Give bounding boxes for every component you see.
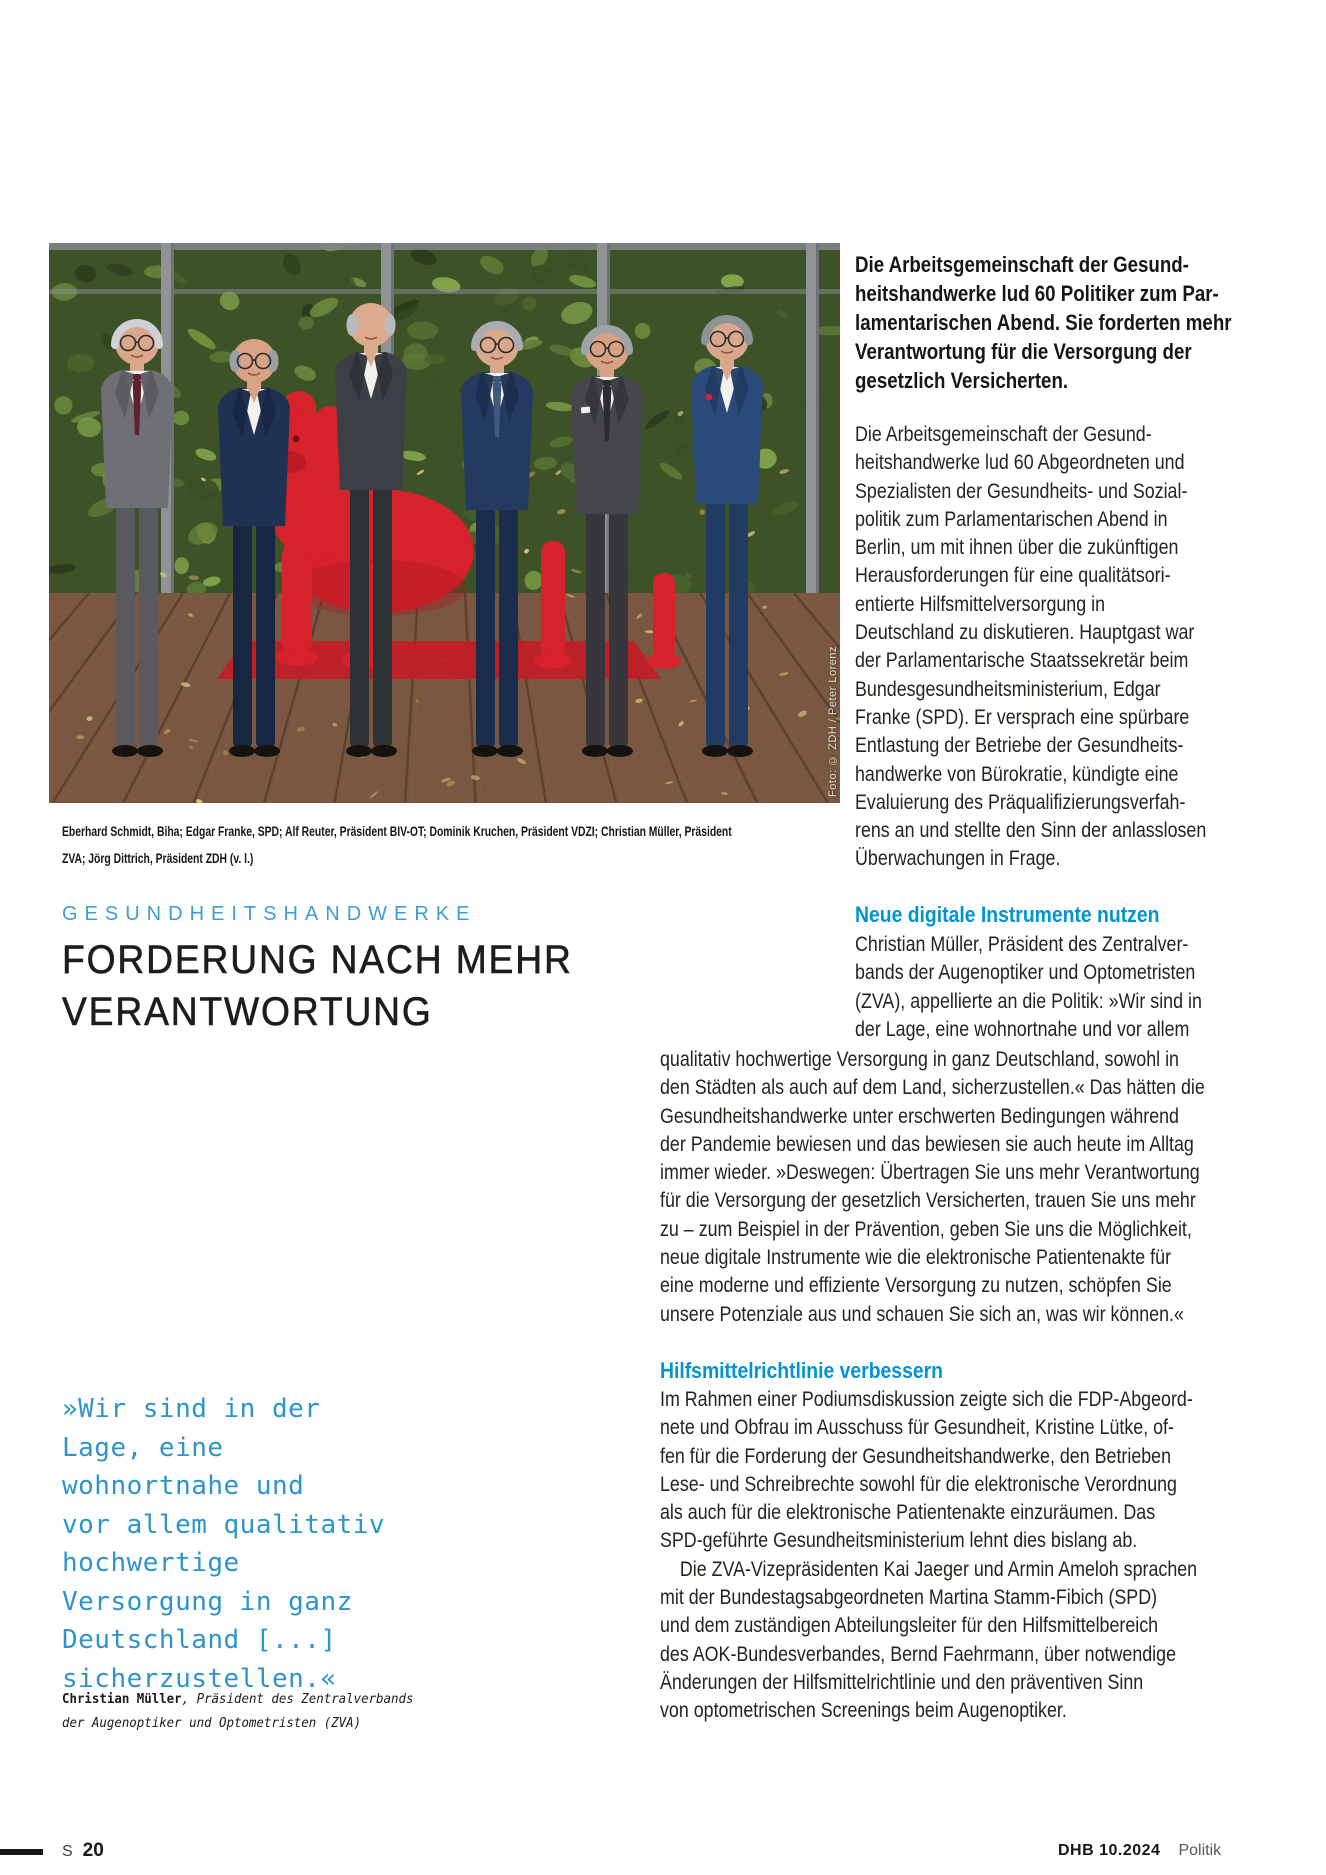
text-line: nete und Obfrau im Ausschuss für Gesundheit, Kristine Lütke, of- (660, 1416, 1174, 1440)
text-line: heitshandwerke lud 60 Abgeordneten und (855, 451, 1185, 475)
text-line: den Städten als auch auf dem Land, sicherzustellen.« Das hätten die (660, 1076, 1205, 1100)
headline (62, 934, 611, 1038)
text-line: immer wieder. »Deswegen: Übertragen Sie uns mehr Verantwortung (660, 1161, 1200, 1185)
text-line: lamentarischen Abend. Sie forderten mehr (855, 310, 1232, 335)
text-line: Die Arbeitsgemeinschaft der Gesund- (855, 252, 1189, 277)
text-line: Gesundheitshandwerke unter erschwerten Bedingungen während (660, 1104, 1179, 1128)
text-line: Deutschland zu diskutieren. Hauptgast war (855, 621, 1195, 645)
text-line: »Wir sind in der (62, 1394, 321, 1424)
text-line: SPD-geführte Gesundheitsministerium lehnt dies bislang ab. (660, 1529, 1138, 1553)
text-line: Christian Müller, Präsident des Zentralver- (855, 933, 1189, 956)
text-line: der Lage, eine wohnortnahe und vor allem (855, 1017, 1190, 1041)
text-line: Im Rahmen einer Podiumsdiskussion zeigte sich die FDP-Abgeord- (660, 1388, 1193, 1411)
text-line: vor allem qualitativ (62, 1509, 386, 1540)
text-line: Berlin, um mit ihnen über die zukünftigen (855, 536, 1179, 560)
photo-credit: Foto: © ZDH / Peter Lorenz (827, 646, 839, 797)
kicker: GESUNDHEITSHANDWERKE (62, 903, 477, 925)
attribution-name: Christian Müller (62, 1691, 182, 1707)
text-line: Verantwortung für die Versorgung der (855, 339, 1192, 364)
text-line: unsere Potenziale aus und schauen Sie sich an, was wir können.« (660, 1302, 1184, 1326)
page-prefix: S (62, 1843, 74, 1860)
text-line: hochwertige (62, 1548, 240, 1578)
page-number: 20 (82, 1840, 104, 1861)
text-line: wohnortnahe und (62, 1471, 305, 1501)
text-line: für die Versorgung der gesetzlich Versicherten, trauen Sie uns mehr (660, 1189, 1196, 1213)
text-line: Lage, eine (62, 1432, 224, 1463)
text-line: sicherzustellen.« (62, 1663, 337, 1694)
text-line: rens an und stellte den Sinn der anlasslosen (855, 819, 1207, 843)
text-line: Entlastung der Betriebe der Gesundheits- (855, 734, 1184, 758)
text-line: Deutschland [...] (62, 1625, 337, 1655)
text-line: fen für die Forderung der Gesundheitshandwerke, den Betrieben (660, 1444, 1172, 1468)
text-line: Franke (SPD). Er versprach eine spürbare (855, 705, 1190, 729)
quote-attribution (62, 1686, 444, 1735)
text-line: neue digitale Instrumente wie die elektronische Patientenakte für (660, 1246, 1172, 1270)
footer-page-number (62, 1840, 104, 1862)
right-column-paragraph-1 (855, 421, 1255, 874)
text-line: Änderungen der Hilfsmittelrichtlinie und den präventiven Sinn (660, 1670, 1144, 1694)
subhead-digitale-instrumente: Neue digitale Instrumente nutzen (855, 902, 1160, 927)
text-line: des AOK-Bundesverbandes, Bernd Faehrmann, über notwendige (660, 1642, 1177, 1666)
text-line: gesetzlich Versicherten. (855, 368, 1069, 393)
text-line: Evaluierung des Präqualifizierungsverfah- (855, 790, 1186, 814)
subhead-hilfsmittelrichtlinie: Hilfsmittelrichtlinie verbessern (660, 1358, 943, 1383)
text-line: der Pandemie bewiesen und das bewiesen sie auch heute im Alltag (660, 1132, 1194, 1156)
text-line: entierte Hilfsmittelversorgung in (855, 592, 1106, 616)
text-line: bands der Augenoptiker und Optometristen (855, 961, 1196, 985)
text-line: qualitativ hochwertige Versorgung in ganz Deutschland, sowohl in (660, 1048, 1179, 1071)
article-photo-svg (49, 243, 840, 803)
text-line: handwerke von Bürokratie, kündigte eine (855, 762, 1179, 786)
attribution-line-2: der Augenoptiker und Optometristen (ZVA) (62, 1715, 362, 1731)
wide-column-paragraph-2 (660, 1386, 1252, 1726)
text-line: mit der Bundestagsabgeordneten Martina Stamm-Fibich (SPD) (660, 1586, 1158, 1610)
text-line: der Parlamentarische Staatssekretär beim (855, 649, 1189, 673)
text-line: Versorgung in ganz (62, 1586, 353, 1617)
text-line: VERANTWORTUNG (62, 990, 433, 1034)
right-column-paragraph-2 (855, 931, 1255, 1044)
footer-rule (0, 1849, 43, 1855)
text-line: ZVA; Jörg Dittrich, Präsident ZDH (v. l.) (62, 850, 254, 866)
issue-label: DHB 10.2024 (1058, 1842, 1161, 1859)
text-line: politik zum Parlamentarischen Abend in (855, 507, 1168, 531)
section-label: Politik (1178, 1842, 1222, 1859)
text-line: und dem zuständigen Abteilungsleiter für den Hilfsmittelbereich (660, 1614, 1159, 1638)
article-lede (855, 250, 1255, 395)
text-line: Die ZVA-Vizepräsidenten Kai Jaeger und Armin Ameloh sprachen (660, 1557, 1198, 1581)
attribution-role: , Präsident des Zentralverbands (181, 1691, 414, 1707)
text-line: zu – zum Beispiel in der Prävention, geben Sie uns die Möglichkeit, (660, 1217, 1192, 1241)
attribution-line-1 (62, 1686, 413, 1711)
text-line: Spezialisten der Gesundheits- und Sozial- (855, 479, 1188, 503)
text-line: heitshandwerke lud 60 Politiker zum Par- (855, 281, 1219, 306)
text-line: FORDERUNG NACH MEHR (62, 938, 573, 982)
text-line: Lese- und Schreibrechte sowohl für die elektronische Verordnung (660, 1472, 1177, 1496)
text-line: Die Arbeitsgemeinschaft der Gesund- (855, 423, 1152, 446)
text-line: Eberhard Schmidt, Biha; Edgar Franke, SPD; Alf Reuter, Präsident BIV-OT; Dominik Kruchen, Präsident VDZI; Christian Müller, Präsident (62, 823, 732, 839)
text-line: Herausforderungen für eine qualitätsori- (855, 564, 1171, 588)
article-photo (49, 243, 840, 803)
text-line: eine moderne und effiziente Versorgung zu nutzen, schöpfen Sie (660, 1274, 1172, 1298)
wide-column-paragraph-1 (660, 1046, 1252, 1329)
photo-caption (62, 818, 842, 872)
text-line: als auch für die elektronische Patientenakte einzuräumen. Das (660, 1501, 1156, 1525)
text-line: von optometrischen Screenings beim Augenoptiker. (660, 1699, 1067, 1723)
text-line: Bundesgesundheitsministerium, Edgar (855, 677, 1161, 701)
footer-issue-section (1058, 1842, 1221, 1860)
pull-quote (62, 1390, 385, 1698)
text-line: (ZVA), appellierte an die Politik: »Wir sind in (855, 989, 1202, 1013)
text-line: Überwachungen in Frage. (855, 847, 1061, 871)
